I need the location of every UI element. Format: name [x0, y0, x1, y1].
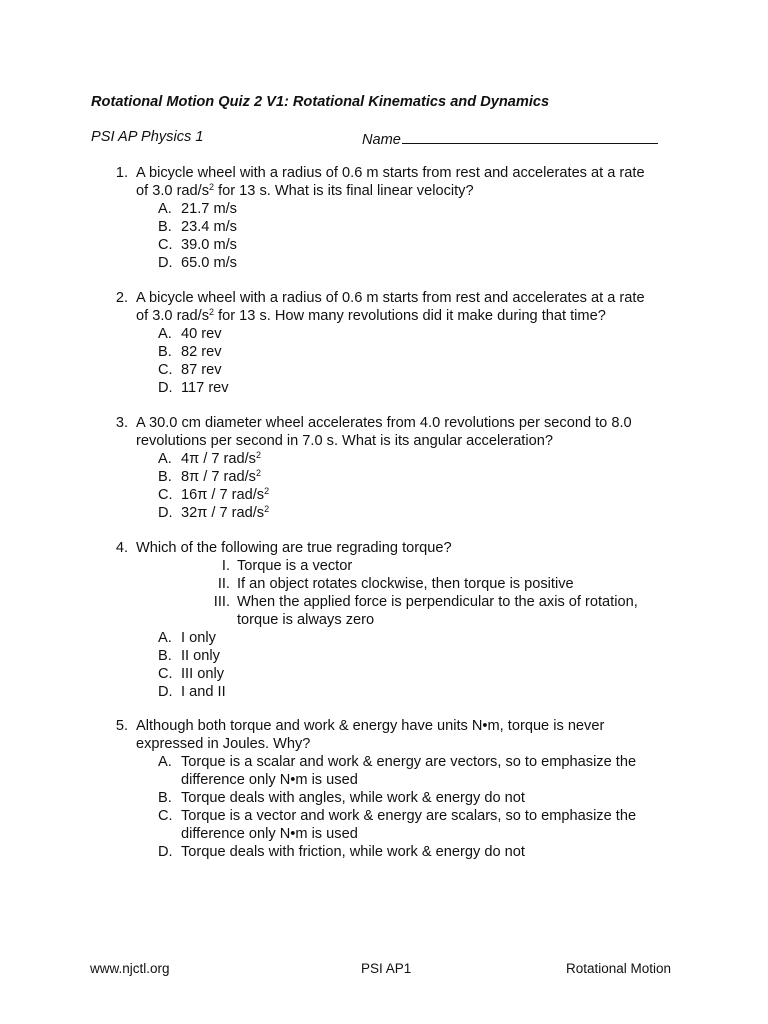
- name-blank-line: [402, 129, 658, 144]
- option-label: A.: [158, 326, 172, 342]
- superscript: 2: [209, 182, 215, 192]
- question-2: [112, 289, 672, 397]
- statement-label: II.: [217, 576, 230, 592]
- option-text: 39.0 m/s: [181, 237, 237, 253]
- option-d: [158, 683, 672, 701]
- question-3: [112, 414, 672, 522]
- option-label: D.: [158, 380, 173, 396]
- question-text: [136, 289, 672, 325]
- question-text: [136, 539, 672, 557]
- question-5: [112, 717, 672, 861]
- option-label: B.: [158, 469, 172, 485]
- option-label: B.: [158, 648, 172, 664]
- option-b: [158, 789, 648, 807]
- question-4: [112, 539, 672, 701]
- question-text: [136, 164, 672, 200]
- option-label: D.: [158, 684, 173, 700]
- footer-course: PSI AP1: [361, 961, 412, 976]
- statement-label: I.: [221, 558, 230, 574]
- question-line: [136, 182, 672, 200]
- option-a: [158, 753, 648, 789]
- option-text: 65.0 m/s: [181, 255, 237, 271]
- option-text: 23.4 m/s: [181, 219, 237, 235]
- question-line: A 30.0 cm diameter wheel accelerates from 4.0 revolutions per second to 8.0: [136, 415, 632, 431]
- option-label: C.: [158, 487, 173, 503]
- roman-statements: [112, 557, 672, 629]
- text-run: of 3.0 rad/s: [136, 308, 210, 324]
- text-run: for 13 s. How many revolutions did it make during that time?: [214, 308, 606, 324]
- superscript: 2: [264, 486, 270, 496]
- option-text: Torque is a scalar and work & energy are vectors, so to emphasize the difference only N•m is used: [181, 754, 637, 788]
- answer-options: [158, 200, 672, 272]
- option-d: [158, 379, 672, 397]
- option-b: [158, 343, 672, 361]
- answer-options: [158, 753, 648, 861]
- superscript: 2: [209, 307, 215, 317]
- option-text: Torque deals with angles, while work & energy do not: [181, 790, 525, 806]
- superscript: 2: [255, 468, 261, 478]
- option-label: B.: [158, 219, 172, 235]
- option-text: Torque is a vector and work & energy are scalars, so to emphasize the difference only N•m is used: [181, 808, 637, 842]
- statement-text: If an object rotates clockwise, then torque is positive: [237, 576, 574, 592]
- option-b: [158, 468, 672, 486]
- text-run: for 13 s. What is its final linear velocity?: [214, 183, 474, 199]
- option-c: [158, 361, 672, 379]
- question-line: Although both torque and work & energy have units N•m, torque is never: [136, 718, 605, 734]
- option-label: D.: [158, 255, 173, 271]
- option-label: A.: [158, 754, 172, 770]
- superscript: 2: [255, 450, 261, 460]
- course-label: PSI AP Physics 1: [91, 129, 204, 145]
- statement-text: Torque is a vector: [237, 558, 353, 574]
- option-a: [158, 629, 672, 647]
- question-number: 5.: [115, 718, 128, 734]
- question-line: [136, 307, 672, 325]
- statement-ii: [214, 575, 672, 593]
- question-line: A bicycle wheel with a radius of 0.6 m starts from rest and accelerates at a rate: [136, 290, 645, 306]
- option-label: A.: [158, 451, 172, 467]
- option-text: 32π / 7 rad/s: [181, 505, 265, 521]
- answer-options: [158, 450, 672, 522]
- option-b: [158, 218, 672, 236]
- answer-options: [158, 325, 672, 397]
- question-number: 3.: [115, 415, 128, 431]
- question-line: revolutions per second in 7.0 s. What is its angular acceleration?: [136, 433, 553, 449]
- option-text: 87 rev: [181, 362, 222, 378]
- statement-text: When the applied force is perpendicular to the axis of rotation, torque is always zero: [237, 594, 638, 628]
- option-label: D.: [158, 505, 173, 521]
- statement-label: III.: [213, 594, 230, 610]
- option-text: 40 rev: [181, 326, 222, 342]
- name-label: Name: [362, 132, 401, 148]
- option-b: [158, 647, 672, 665]
- option-label: A.: [158, 630, 172, 646]
- question-number: 1.: [115, 165, 128, 181]
- option-text: III only: [181, 666, 224, 682]
- statement-iii: [214, 593, 657, 629]
- question-number: 4.: [115, 540, 128, 556]
- option-label: D.: [158, 844, 173, 860]
- option-text: Torque deals with friction, while work & energy do not: [181, 844, 525, 860]
- option-label: C.: [158, 666, 173, 682]
- name-field: [362, 129, 658, 148]
- question-line: Which of the following are true regrading torque?: [136, 540, 452, 556]
- option-text: I and II: [181, 684, 226, 700]
- option-label: C.: [158, 362, 173, 378]
- option-text: 4π / 7 rad/s: [181, 451, 256, 467]
- question-1: [112, 164, 672, 272]
- answer-options: [158, 629, 672, 701]
- superscript: 2: [264, 504, 270, 514]
- text-run: of 3.0 rad/s: [136, 183, 210, 199]
- option-c: [158, 665, 672, 683]
- option-d: [158, 504, 672, 522]
- option-label: C.: [158, 808, 173, 824]
- option-text: 16π / 7 rad/s: [181, 487, 265, 503]
- option-text: 117 rev: [181, 380, 229, 396]
- option-c: [158, 236, 672, 254]
- page-title: Rotational Motion Quiz 2 V1: Rotational Kinematics and Dynamics: [91, 94, 550, 110]
- question-text: [136, 414, 672, 450]
- option-text: 82 rev: [181, 344, 222, 360]
- option-c: [158, 807, 648, 843]
- option-a: [158, 325, 672, 343]
- option-a: [158, 450, 672, 468]
- option-d: [158, 254, 672, 272]
- question-line: expressed in Joules. Why?: [136, 736, 311, 752]
- question-text: [136, 717, 672, 753]
- option-c: [158, 486, 672, 504]
- option-d: [158, 843, 648, 861]
- option-a: [158, 200, 672, 218]
- question-line: A bicycle wheel with a radius of 0.6 m starts from rest and accelerates at a rate: [136, 165, 645, 181]
- footer-website: www.njctl.org: [90, 961, 170, 976]
- option-text: 21.7 m/s: [181, 201, 237, 217]
- statement-i: [214, 557, 672, 575]
- footer-topic: Rotational Motion: [566, 961, 672, 976]
- option-label: A.: [158, 201, 172, 217]
- option-label: B.: [158, 790, 172, 806]
- question-number: 2.: [115, 290, 128, 306]
- option-text: II only: [181, 648, 220, 664]
- option-label: B.: [158, 344, 172, 360]
- option-text: I only: [181, 630, 216, 646]
- option-text: 8π / 7 rad/s: [181, 469, 256, 485]
- option-label: C.: [158, 237, 173, 253]
